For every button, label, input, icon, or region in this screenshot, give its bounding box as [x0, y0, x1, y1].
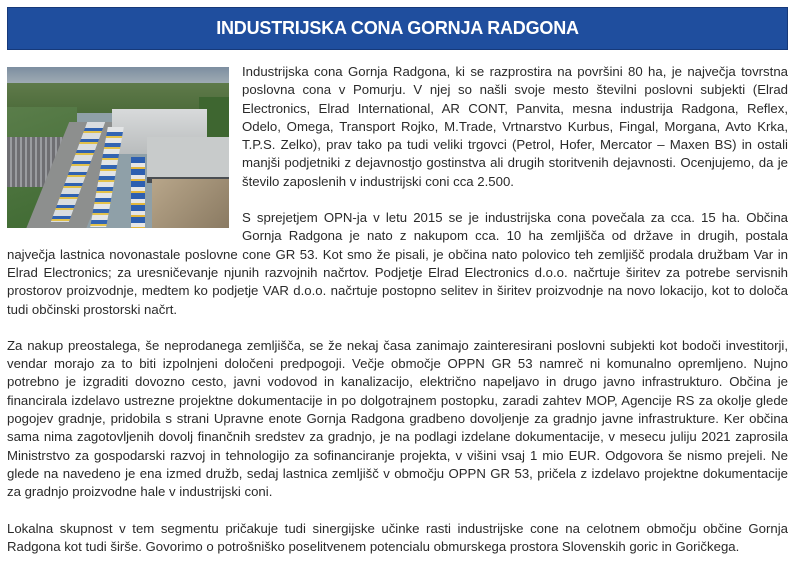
paragraph-opn-expansion: S sprejetjem OPN-ja v letu 2015 se je industrijska cona povečala za cca. 15 ha. Občina Gornja Radgona je nato z nakupom cca. 10 ha zemljišča od države in drugih, postala največja lastnica novonastale poslovne cone GR 53. Kot smo že pisali, je občina nato polovico teh zemljišč prodala družbam Var in Elrad Electronics; za uresničevanje njunih razvojnih načrtov. Podjetje Elrad Electronics d.o.o. načrtuje širitev za potrebe servisnih prostorov proizvodnje, medtem ko podjetje VAR d.o.o. načrtuje postopno selitev in širitev proizvodnje na novo lokacijo, kot to določa tudi občinski prostorski načrt.	[7, 210, 788, 317]
article-body	[7, 63, 788, 556]
industrial-zone-photo	[7, 67, 229, 228]
paragraph-investors: Za nakup preostalega, še neprodanega zemljišča, se že nekaj časa zanimajo zainteresirani poslovni subjekti kot bodoči investitorji, vendar morajo za to biti izpolnjeni določeni predpogoji. Večje območje OPPN GR 53 namreč ni komunalno opremljeno. Nujno potrebno je izgraditi dovozno cesto, javni vodovod in kanalizacijo, električno napeljavo in drugo javno infrastrukturo. Občina je financirala izdelavo ustrezne projektne dokumentacije in po dolgotrajnem postopku, zaradi zahtev MOP, Agencije RS za okolje glede pogojev gradnje, pridobila s strani Upravne enote Gornja Radgona gradbeno dovoljenje za gradnjo javne infrastrukture. Ker občina sama nima zagotovljenih dovolj finančnih sredstev za gradnjo, je na podlagi izdelane dokumentacije, v mesecu juliju 2021 zaprosila Ministrstvo za gospodarski razvoj in tehnologijo za sofinanciranje projekta, v višini vsaj 1 mio EUR. Odgovora še nismo prejeli. Ne glede na navedeno je ena izmed družb, sedaj lastnica zemljišč v območju OPPN GR 53, pričela z izdelavo projektne dokumentacije za gradnjo proizvodne hale v industrijski coni.	[7, 337, 788, 500]
paragraph-synergy: Lokalna skupnost v tem segmentu pričakuje tudi sinergijske učinke rasti industrijske cone na celotnem območju občine Gornja Radgona kot tudi širše. Govorimo o potrošniško poselitvenem potencialu obmurskega prostora Slovenskih goric in Goričkega.	[7, 520, 788, 554]
page-title: INDUSTRIJSKA CONA GORNJA RADGONA	[216, 18, 579, 38]
paragraph-intro: Industrijska cona Gornja Radgona, ki se razprostira na površini 80 ha, je največja tovrstna poslovna cona v Pomurju. V njej so našli svoje mesto številni poslovni subjekti (Elrad Electronics, Elrad International, AR CONT, Panvita, mesna industrija Radgona, Reflex, Odelo, Omega, Transport Rojko, M.Trade, Vrtnarstvo Kurbus, Fingal, Morgana, Avto Krka, T.P.S. Zelko), prav tako pa tudi veliki trgovci (Petrol, Hofer, Mercator – Maxen BS) in ostali manjši podjetniki z dejavnostjo gostinstva ali drugih storitvenih dejavnosti. Ocenjujemo, da je število zaposlenih v industrijski coni cca 2.500.	[242, 64, 788, 189]
photo-factory-hall	[147, 137, 229, 183]
photo-containers-row	[131, 157, 145, 228]
photo-storage-yard	[152, 179, 229, 228]
title-bar	[7, 7, 788, 50]
